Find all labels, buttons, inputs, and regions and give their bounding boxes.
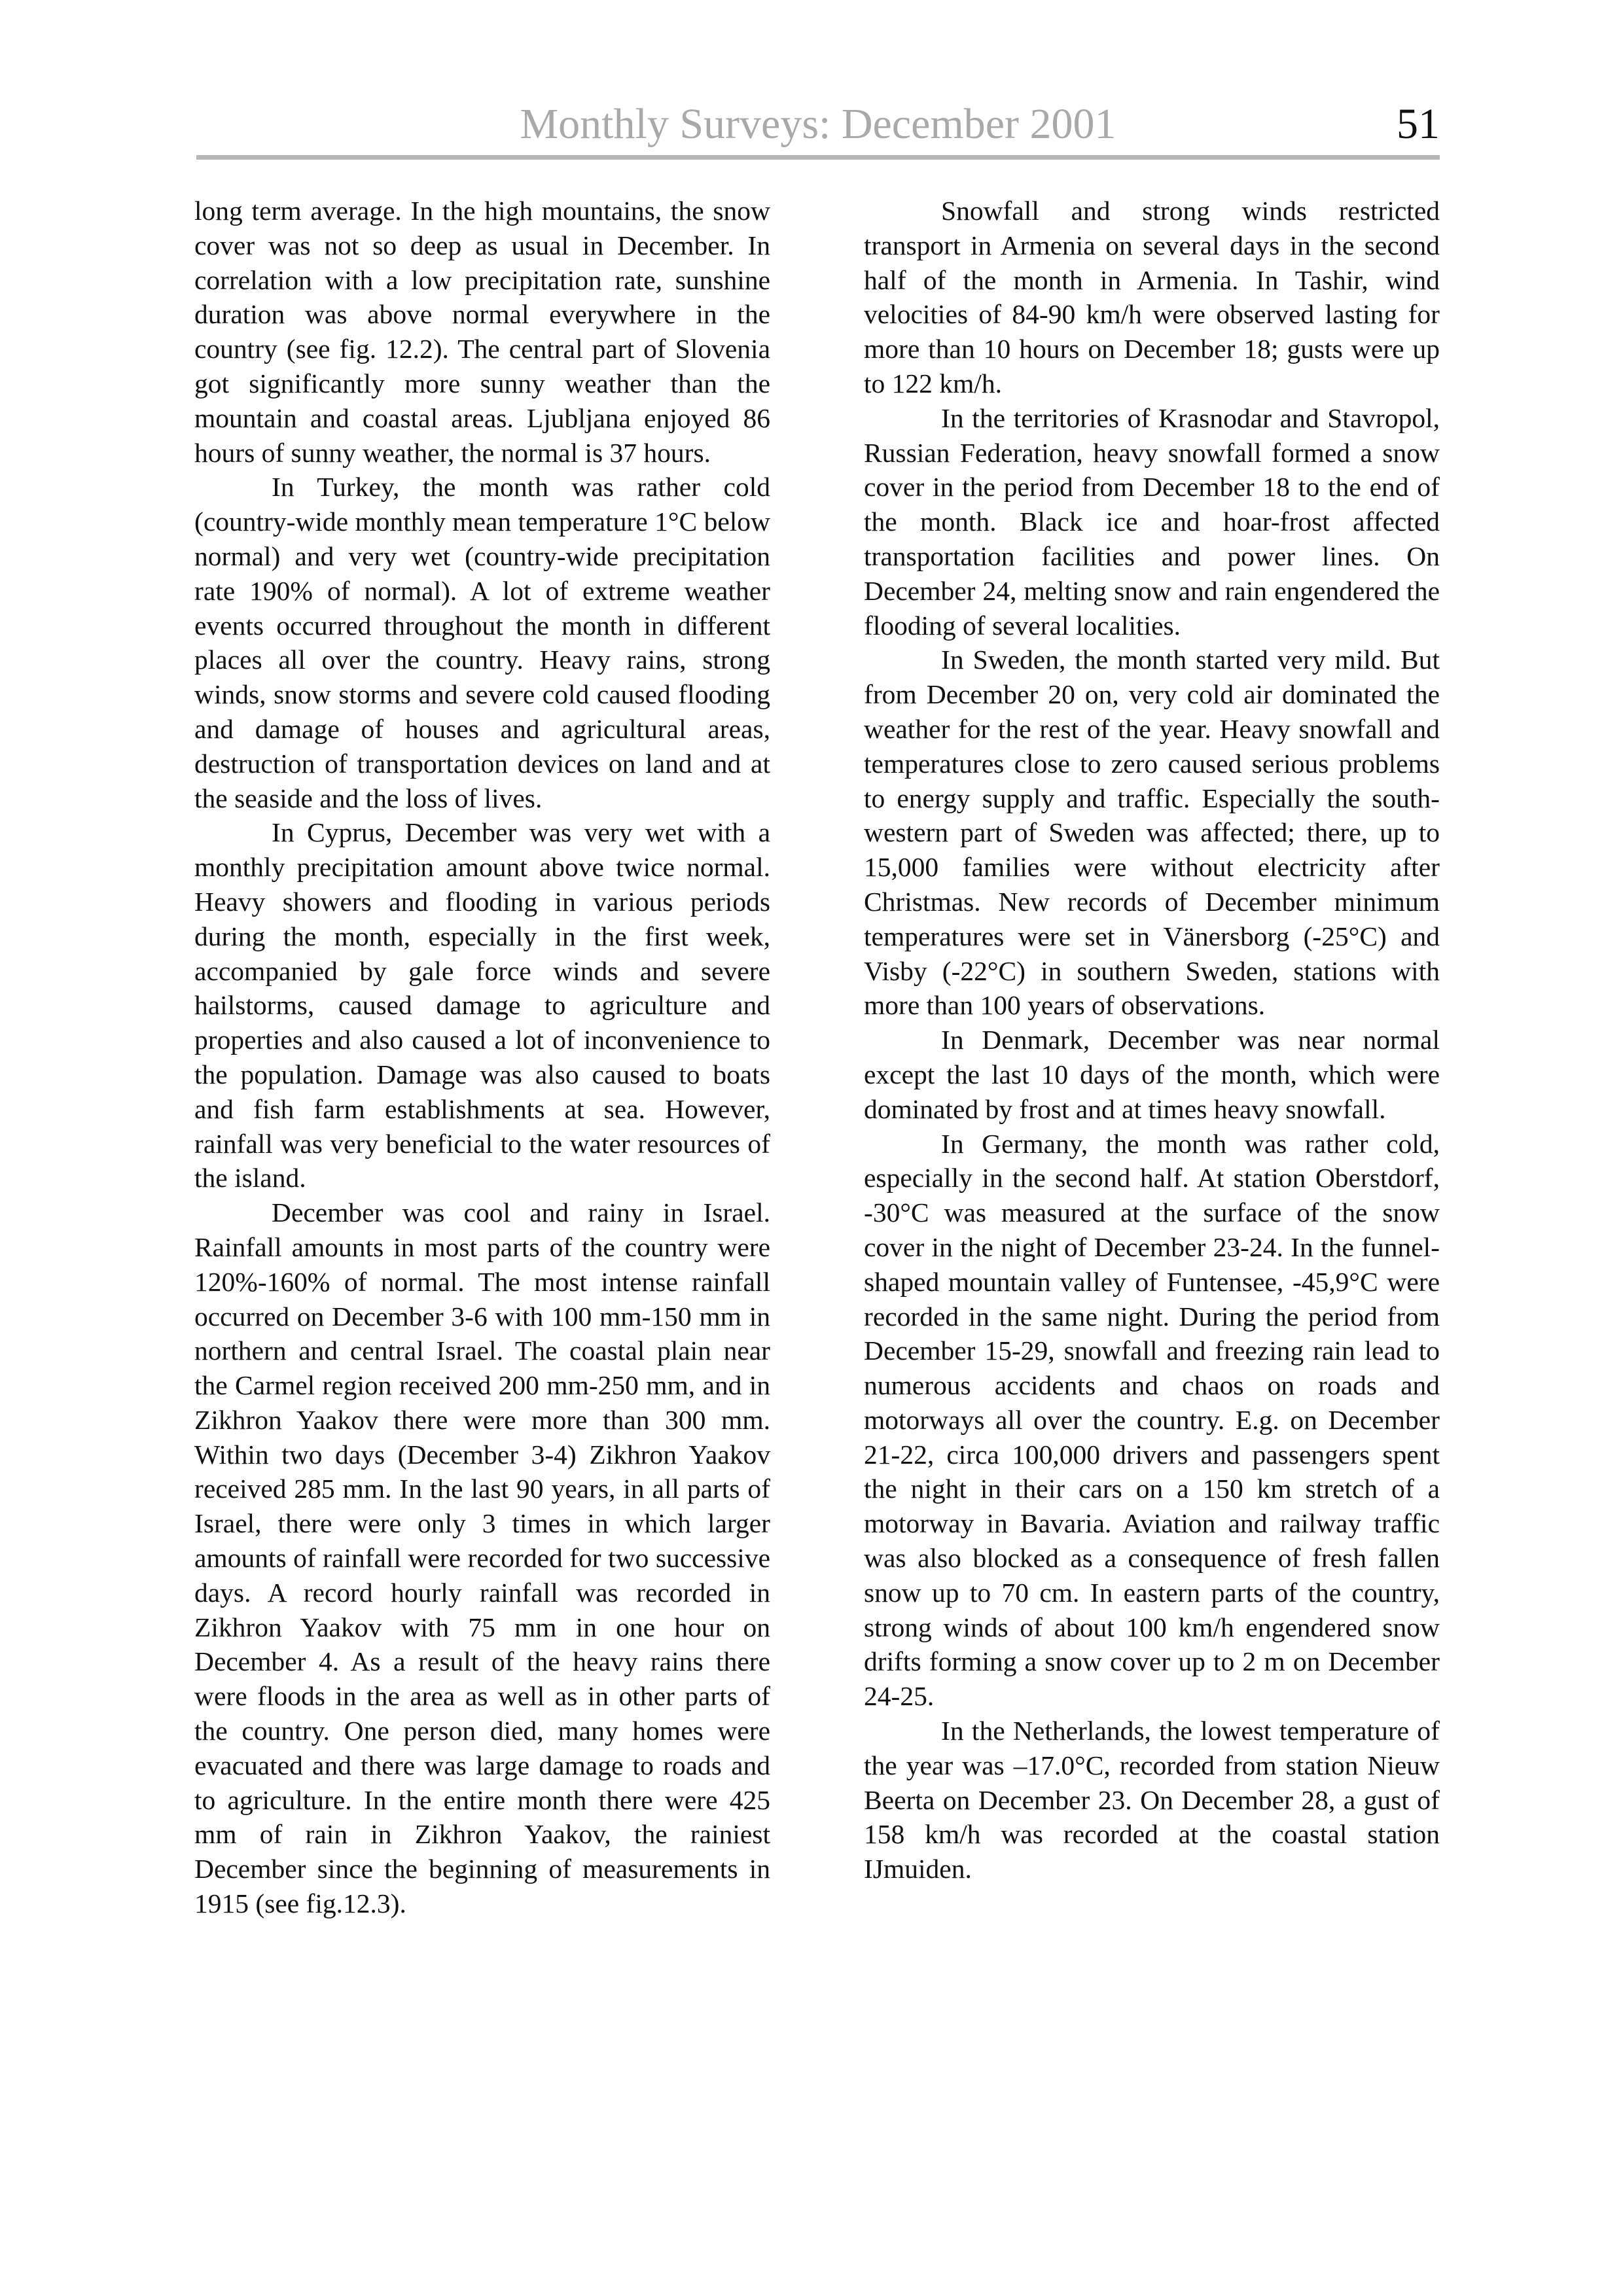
page-number: 51 <box>1397 100 1440 148</box>
running-title: Monthly Surveys: December 2001 <box>520 100 1116 148</box>
paragraph-israel: December was cool and rainy in Israel. Rainfall amounts in most parts of the country were 120%-160% of normal. The most intense rainfall occurred on December 3-6 with 100 mm-150 mm in northern and central Israel. The coastal plain near the Carmel region received 200 mm-250 mm, and in Zikhron Yaakov there were more than 300 mm. Within two days (December 3-4) Zikhron Yaakov received 285 mm. In the last 90 years, in all parts of Israel, there were only 3 times in which larger amounts of rainfall were recorded for two successive days. A record hourly rainfall was recorded in Zikhron Yaakov with 75 mm in one hour on December 4. As a result of the heavy rains there were floods in the area as well as in other parts of the country. One person died, many homes were evacuated and there was large damage to roads and to agriculture. In the entire month there were 425 mm of rain in Zikhron Yaakov, the rainiest December since the beginning of measurements in 1915 (see fig.12.3). <box>194 1197 770 1919</box>
paragraph-turkey: In Turkey, the month was rather cold (country-wide monthly mean temperature 1°C below normal) and very wet (country-wide precipitation rate 190% of normal). A lot of extreme weather events occurred throughout the month in different places all over the country. Heavy rains, strong winds, snow storms and severe cold caused flooding and damage of houses and agricultural areas, destruction of transportation devices on land and at the seaside and the loss of lives. <box>194 472 770 813</box>
paragraph-sweden: In Sweden, the month started very mild. But from December 20 on, very cold air dominated the weather for the rest of the year. Heavy snowfall and temperatures close to zero caused serious problems to energy supply and traffic. Especially the south-western part of Sweden was affected; there, up to 15,000 families were without electricity after Christmas. New records of December minimum temperatures were set in Vänersborg (-25°C) and Visby (-22°C) in southern Sweden, stations with more than 100 years of observations. <box>864 645 1440 1021</box>
header-divider <box>196 155 1440 160</box>
paragraph-denmark: In Denmark, December was near normal except the last 10 days of the month, which were dominated by frost and at times heavy snowfall. <box>864 1025 1440 1124</box>
page-header <box>196 92 1440 157</box>
paragraph-slovenia-continued: long term average. In the high mountains, the snow cover was not so deep as usual in December. In correlation with a low precipitation rate, sunshine duration was above normal everywhere in the country (see fig. 12.2). The central part of Slovenia got significantly more sunny weather than the mountain and coastal areas. Ljubljana enjoyed 86 hours of sunny weather, the normal is 37 hours. <box>194 196 770 468</box>
left-text-column <box>194 194 770 1921</box>
paragraph-russia: In the territories of Krasnodar and Stavropol, Russian Federation, heavy snowfall formed a snow cover in the period from December 18 to the end of the month. Black ice and hoar-frost affected transportation facilities and power lines. On December 24, melting snow and rain engendered the flooding of several localities. <box>864 402 1440 641</box>
right-text-column <box>864 194 1440 1886</box>
paragraph-germany: In Germany, the month was rather cold, especially in the second half. At station Oberstdorf, -30°C was measured at the surface of the snow cover in the night of December 23-24. In the funnel-shaped mountain valley of Funtensee, -45,9°C were recorded in the same night. During the period from December 15-29, snowfall and freezing rain lead to numerous accidents and chaos on roads and motorways all over the country. E.g. on December 21-22, circa 100,000 drivers and passengers spent the night in their cars on a 150 km stretch of a motorway in Bavaria. Aviation and railway traffic was also blocked as a consequence of fresh fallen snow up to 70 cm. In eastern parts of the country, strong winds of about 100 km/h engendered snow drifts forming a snow cover up to 2 m on December 24-25. <box>864 1128 1440 1712</box>
paragraph-netherlands: In the Netherlands, the lowest temperature of the year was –17.0°C, recorded from station Nieuw Beerta on December 23. On December 28, a gust of 158 km/h was recorded at the coastal station IJmuiden. <box>864 1716 1440 1884</box>
paragraph-armenia: Snowfall and strong winds restricted transport in Armenia on several days in the second half of the month in Armenia. In Tashir, wind velocities of 84-90 km/h were observed lasting for more than 10 hours on December 18; gusts were up to 122 km/h. <box>864 196 1440 398</box>
paragraph-cyprus: In Cyprus, December was very wet with a monthly precipitation amount above twice normal. Heavy showers and flooding in various periods during the month, especially in the first week, accompanied by gale force winds and severe hailstorms, caused damage to agriculture and properties and also caused a lot of inconvenience to the population. Damage was also caused to boats and fish farm establishments at sea. However, rainfall was very beneficial to the water resources of the island. <box>194 817 770 1193</box>
